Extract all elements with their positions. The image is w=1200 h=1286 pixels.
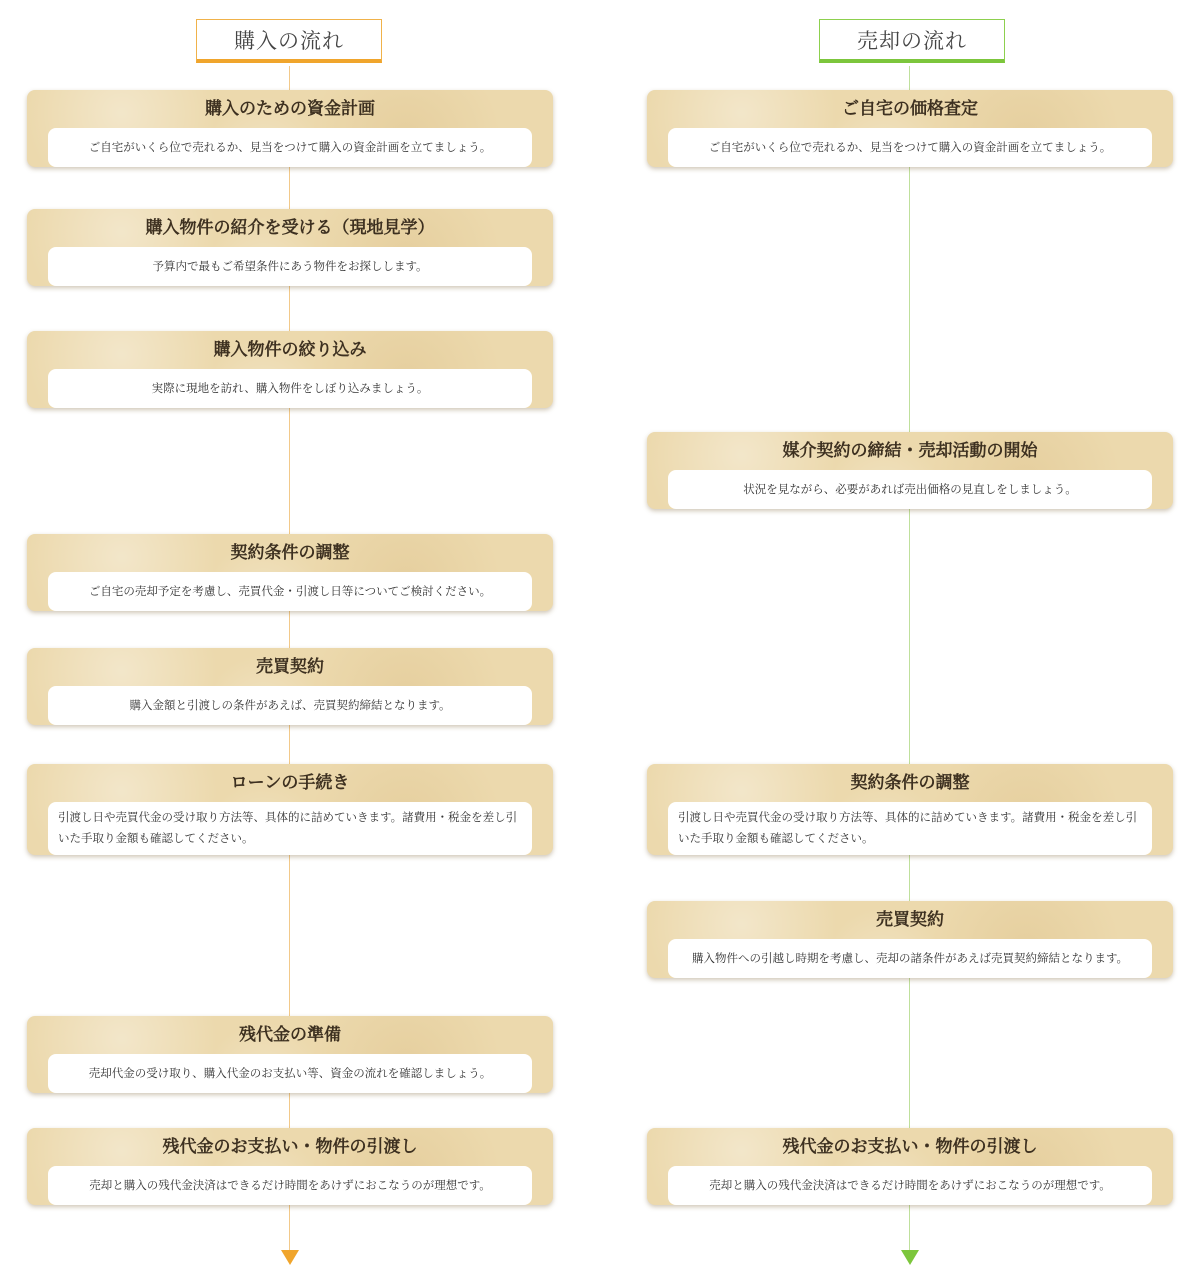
step-title: 残代金のお支払い・物件の引渡し [782,1137,1038,1157]
step-title: 購入物件の紹介を受ける（現地見学） [145,218,435,238]
step-description: 状況を見ながら、必要があれば売出価格の見直しをしましょう。 [668,470,1152,509]
step-description: 売却代金の受け取り、購入代金のお支払い等、資金の流れを確認しましょう。 [48,1054,532,1093]
step-title: 購入物件の絞り込み [213,340,367,360]
step-title: 残代金の準備 [239,1025,341,1045]
purchase-step-sales-contract [27,648,553,725]
purchase-step-balance-preparation [27,1016,553,1093]
purchase-step-narrowing-down [27,331,553,408]
sale-step-payment-and-handover [647,1128,1173,1205]
purchase-step-loan-procedure [27,764,553,855]
step-description: 引渡し日や売買代金の受け取り方法等、具体的に詰めていきます。諸費用・税金を差し引いた手取り金額も確認してください。 [668,802,1152,855]
step-description: 売却と購入の残代金決済はできるだけ時間をあけずにおこなうのが理想です。 [48,1166,532,1205]
step-title: 売買契約 [256,657,324,677]
purchase-flow-column [27,0,553,1286]
down-arrow-icon [281,1250,299,1265]
purchase-step-contract-terms [27,534,553,611]
step-title: 契約条件の調整 [230,543,350,563]
step-title: 契約条件の調整 [850,773,970,793]
step-description: 予算内で最もご希望条件にあう物件をお探しします。 [48,247,532,286]
down-arrow-icon [901,1250,919,1265]
step-title: 売買契約 [876,910,944,930]
sale-flow-line [909,66,910,1256]
step-description: 売却と購入の残代金決済はできるだけ時間をあけずにおこなうのが理想です。 [668,1166,1152,1205]
purchase-step-property-introduction [27,209,553,286]
purchase-flow-title: 購入の流れ [196,19,382,63]
sale-step-contract-terms [647,764,1173,855]
step-title: ローンの手続き [230,773,350,793]
sale-step-price-assessment [647,90,1173,167]
step-title: 購入のための資金計画 [205,99,375,119]
step-description: ご自宅の売却予定を考慮し、売買代金・引渡し日等についてご検討ください。 [48,572,532,611]
step-description: 購入金額と引渡しの条件があえば、売買契約締結となります。 [48,686,532,725]
step-description: 引渡し日や売買代金の受け取り方法等、具体的に詰めていきます。諸費用・税金を差し引いた手取り金額も確認してください。 [48,802,532,855]
purchase-step-funding-plan [27,90,553,167]
step-title: ご自宅の価格査定 [842,99,978,119]
sale-step-sales-contract [647,901,1173,978]
step-description: 実際に現地を訪れ、購入物件をしぼり込みましょう。 [48,369,532,408]
step-title: 残代金のお支払い・物件の引渡し [162,1137,418,1157]
step-description: ご自宅がいくら位で売れるか、見当をつけて購入の資金計画を立てましょう。 [668,128,1152,167]
sale-flow-title: 売却の流れ [819,19,1005,63]
step-description: 購入物件への引越し時期を考慮し、売却の諸条件があえば売買契約締結となります。 [668,939,1152,978]
purchase-step-payment-and-handover [27,1128,553,1205]
step-description: ご自宅がいくら位で売れるか、見当をつけて購入の資金計画を立てましょう。 [48,128,532,167]
sale-flow-column [647,0,1173,1286]
sale-step-brokerage-contract [647,432,1173,509]
step-title: 媒介契約の締結・売却活動の開始 [782,441,1038,461]
